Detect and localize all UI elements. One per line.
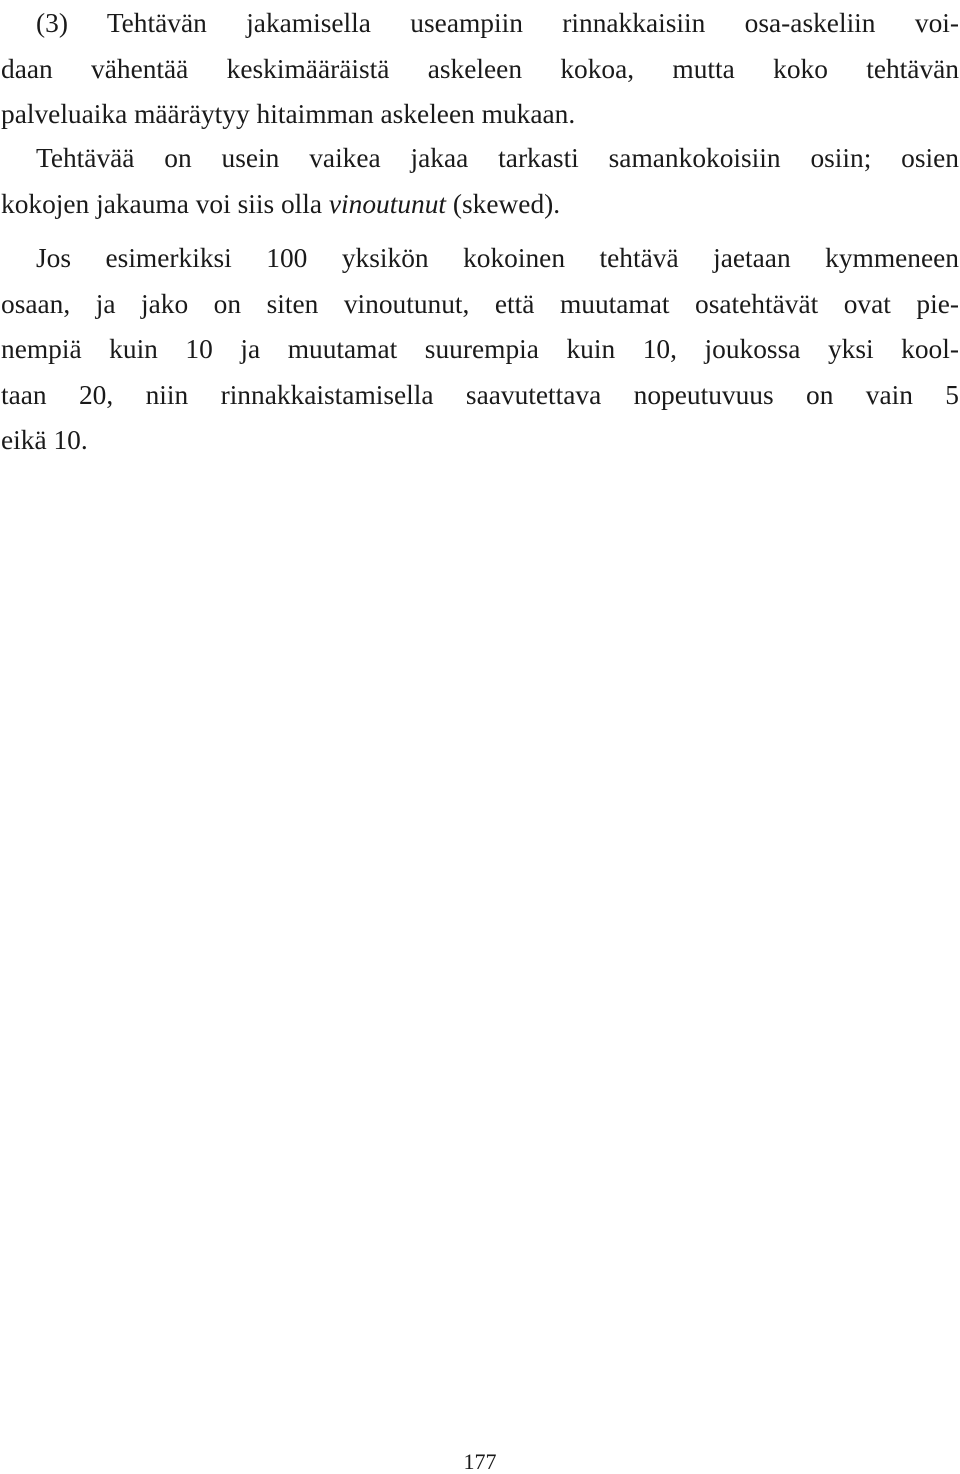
text-line: daan vähentää keskimääräistä askeleen kokoa, mutta koko tehtävän xyxy=(1,53,959,84)
text-line: palveluaika määräytyy hitaimman askeleen mukaan. xyxy=(1,99,576,130)
paragraph-example xyxy=(0,236,960,464)
text-line: eikä 10. xyxy=(1,425,88,456)
text-line: osaan, ja jako on siten vinoutunut, että muutamat osatehtävät ovat pie- xyxy=(1,288,959,319)
text-segment: kokojen jakauma voi siis olla xyxy=(1,188,329,219)
text-line: (3) Tehtävän jakamisella useampiin rinnakkaisiin osa-askeliin voi- xyxy=(36,8,959,38)
text-line xyxy=(0,182,960,228)
text-segment: (skewed). xyxy=(446,188,561,219)
paragraph-task-splitting xyxy=(0,1,960,138)
paragraph-skewed-distribution xyxy=(0,136,960,227)
emphasized-term: vinoutunut xyxy=(328,188,447,219)
page-number: 177 xyxy=(463,1449,497,1474)
text-line: Jos esimerkiksi 100 yksikön kokoinen tehtävä jaetaan kymmeneen xyxy=(36,243,959,273)
text-line: nempiä kuin 10 ja muutamat suurempia kuin 10, joukossa yksi kool- xyxy=(1,334,959,365)
text-line: taan 20, niin rinnakkaistamisella saavutettava nopeutuvuus on vain 5 xyxy=(1,379,959,410)
text-line: Tehtävää on usein vaikea jakaa tarkasti samankokoisiin osiin; osien xyxy=(36,143,959,173)
